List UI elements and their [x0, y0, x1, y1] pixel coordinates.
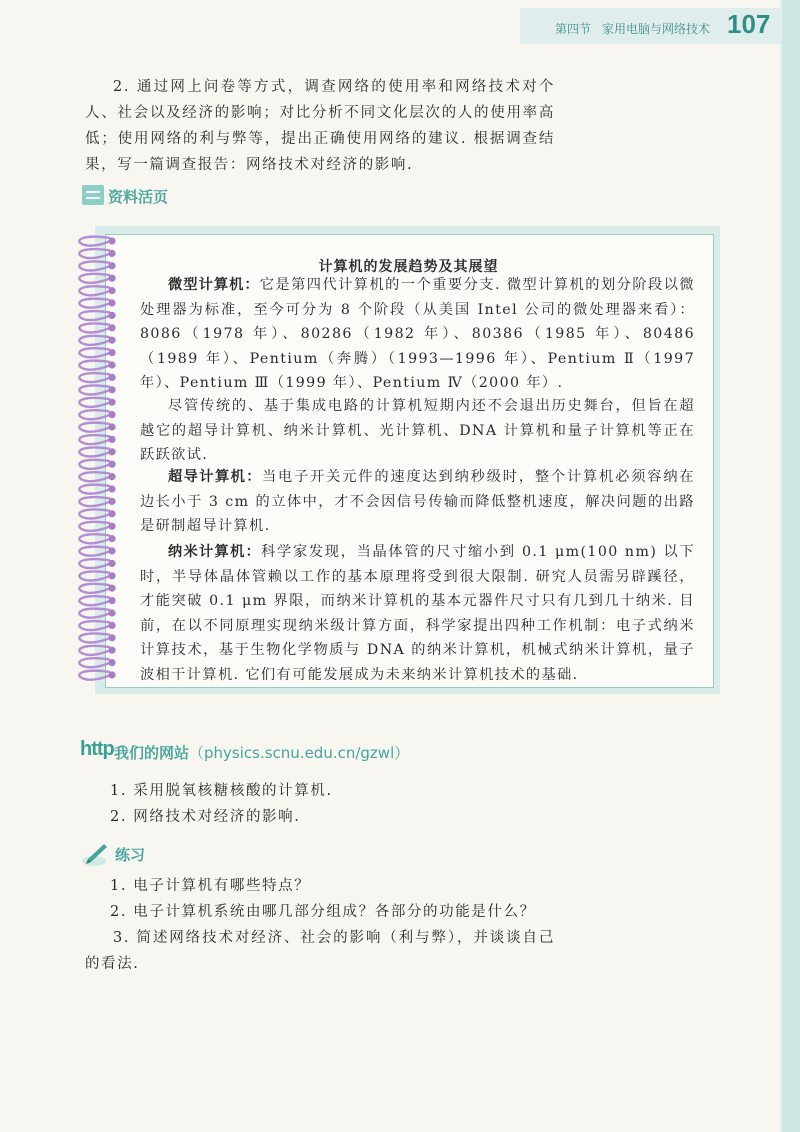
- term-superconducting: 超导计算机：: [168, 469, 262, 485]
- text-nano: 科学家发现，当晶体管的尺寸缩小到 0.1 μm(100 nm) 以下时，半导体晶体管赖以工作的基本原理将受到很大限制. 研究人员需另辟蹊径，才能突破 0.1 μm 界限，而纳米计算机的基本元器件尺寸只有几到几十纳米. 目前，在以不同原理实现纳米级计算方面，科学家提出四种工作机制：电子式纳米计算技术，基于生物化学物质与 DNA 的纳米计算机，机械式纳米计算机，量子波相干计算机. 它们有可能发展成为未来纳米计算机技术的基础.: [140, 544, 695, 683]
- header-section: 第四节: [555, 22, 592, 36]
- term-microcomputer: 微型计算机：: [168, 277, 260, 293]
- website-heading-label: 我们的网站: [114, 744, 190, 762]
- website-item-2: 2. 网络技术对经济的影响.: [110, 809, 301, 825]
- box-paragraph-microcomputer: [140, 273, 695, 396]
- exercise-item-1: 1. 电子计算机有哪些特点？: [110, 878, 311, 894]
- pen-icon: [80, 840, 110, 868]
- http-logo-icon: http: [80, 738, 114, 760]
- intro-paragraph: 2. 通过网上问卷等方式，调查网络的使用率和网络技术对个人、社会以及经济的影响；对比分析不同文化层次的人的使用率高低；使用网络的利与弊等，提出正确使用网络的建议. 根据调查结果，写一篇调查报告：网络技术对经济的影响.: [85, 79, 555, 173]
- website-url[interactable]: （physics.scnu.edu.cn/gzwl）: [189, 744, 410, 762]
- notebook-icon: [82, 185, 104, 205]
- spiral-binding-icon: [70, 232, 120, 688]
- text-superconducting: 当电子开关元件的速度达到纳秒级时，整个计算机必须容纳在边长小于 3 cm 的立体中，才不会因信号传输而降低整机速度，解决问题的出路是研制超导计算机.: [140, 469, 695, 535]
- box-title: 计算机的发展趋势及其展望: [318, 259, 499, 275]
- exercise-heading: 练习: [115, 846, 146, 864]
- page-edge-line: [780, 0, 782, 1132]
- box-paragraph-nano: [140, 540, 695, 688]
- page-number: 107: [727, 9, 771, 39]
- header-title: 家用电脑与网络技术: [602, 22, 711, 36]
- box-paragraph-superconducting: [140, 465, 695, 539]
- ziliao-heading: 资料活页: [108, 188, 169, 206]
- website-heading: [114, 742, 409, 763]
- term-nano: 纳米计算机：: [168, 544, 262, 560]
- text-microcomputer: 它是第四代计算机的一个重要分支. 微型计算机的划分阶段以微处理器为标准，至今可分为 8 个阶段（从美国 Intel 公司的微处理器来看）：8086（1978 年）、80286（1982 年）、80386（1985 年）、80486（1989 年）、Pentium（奔腾）（1993—1996 年）、Pentium Ⅱ（1997 年）、Pentium Ⅲ（1999 年）、Pentium Ⅳ（2000 年）.: [140, 277, 695, 392]
- exercise-item-3: 3. 简述网络技术对经济、社会的影响（利与弊），并谈谈自己的看法.: [85, 930, 555, 972]
- box-paragraph-future: 尽管传统的、基于集成电路的计算机短期内还不会退出历史舞台，但旨在超越它的超导计算机、纳米计算机、光计算机、DNA 计算机和量子计算机等正在跃跃欲试.: [140, 398, 695, 464]
- website-item-1: 1. 采用脱氧核糖核酸的计算机.: [110, 783, 333, 799]
- page-edge-band: [782, 0, 800, 1132]
- exercise-item-2: 2. 电子计算机系统由哪几部分组成？各部分的功能是什么？: [110, 904, 536, 920]
